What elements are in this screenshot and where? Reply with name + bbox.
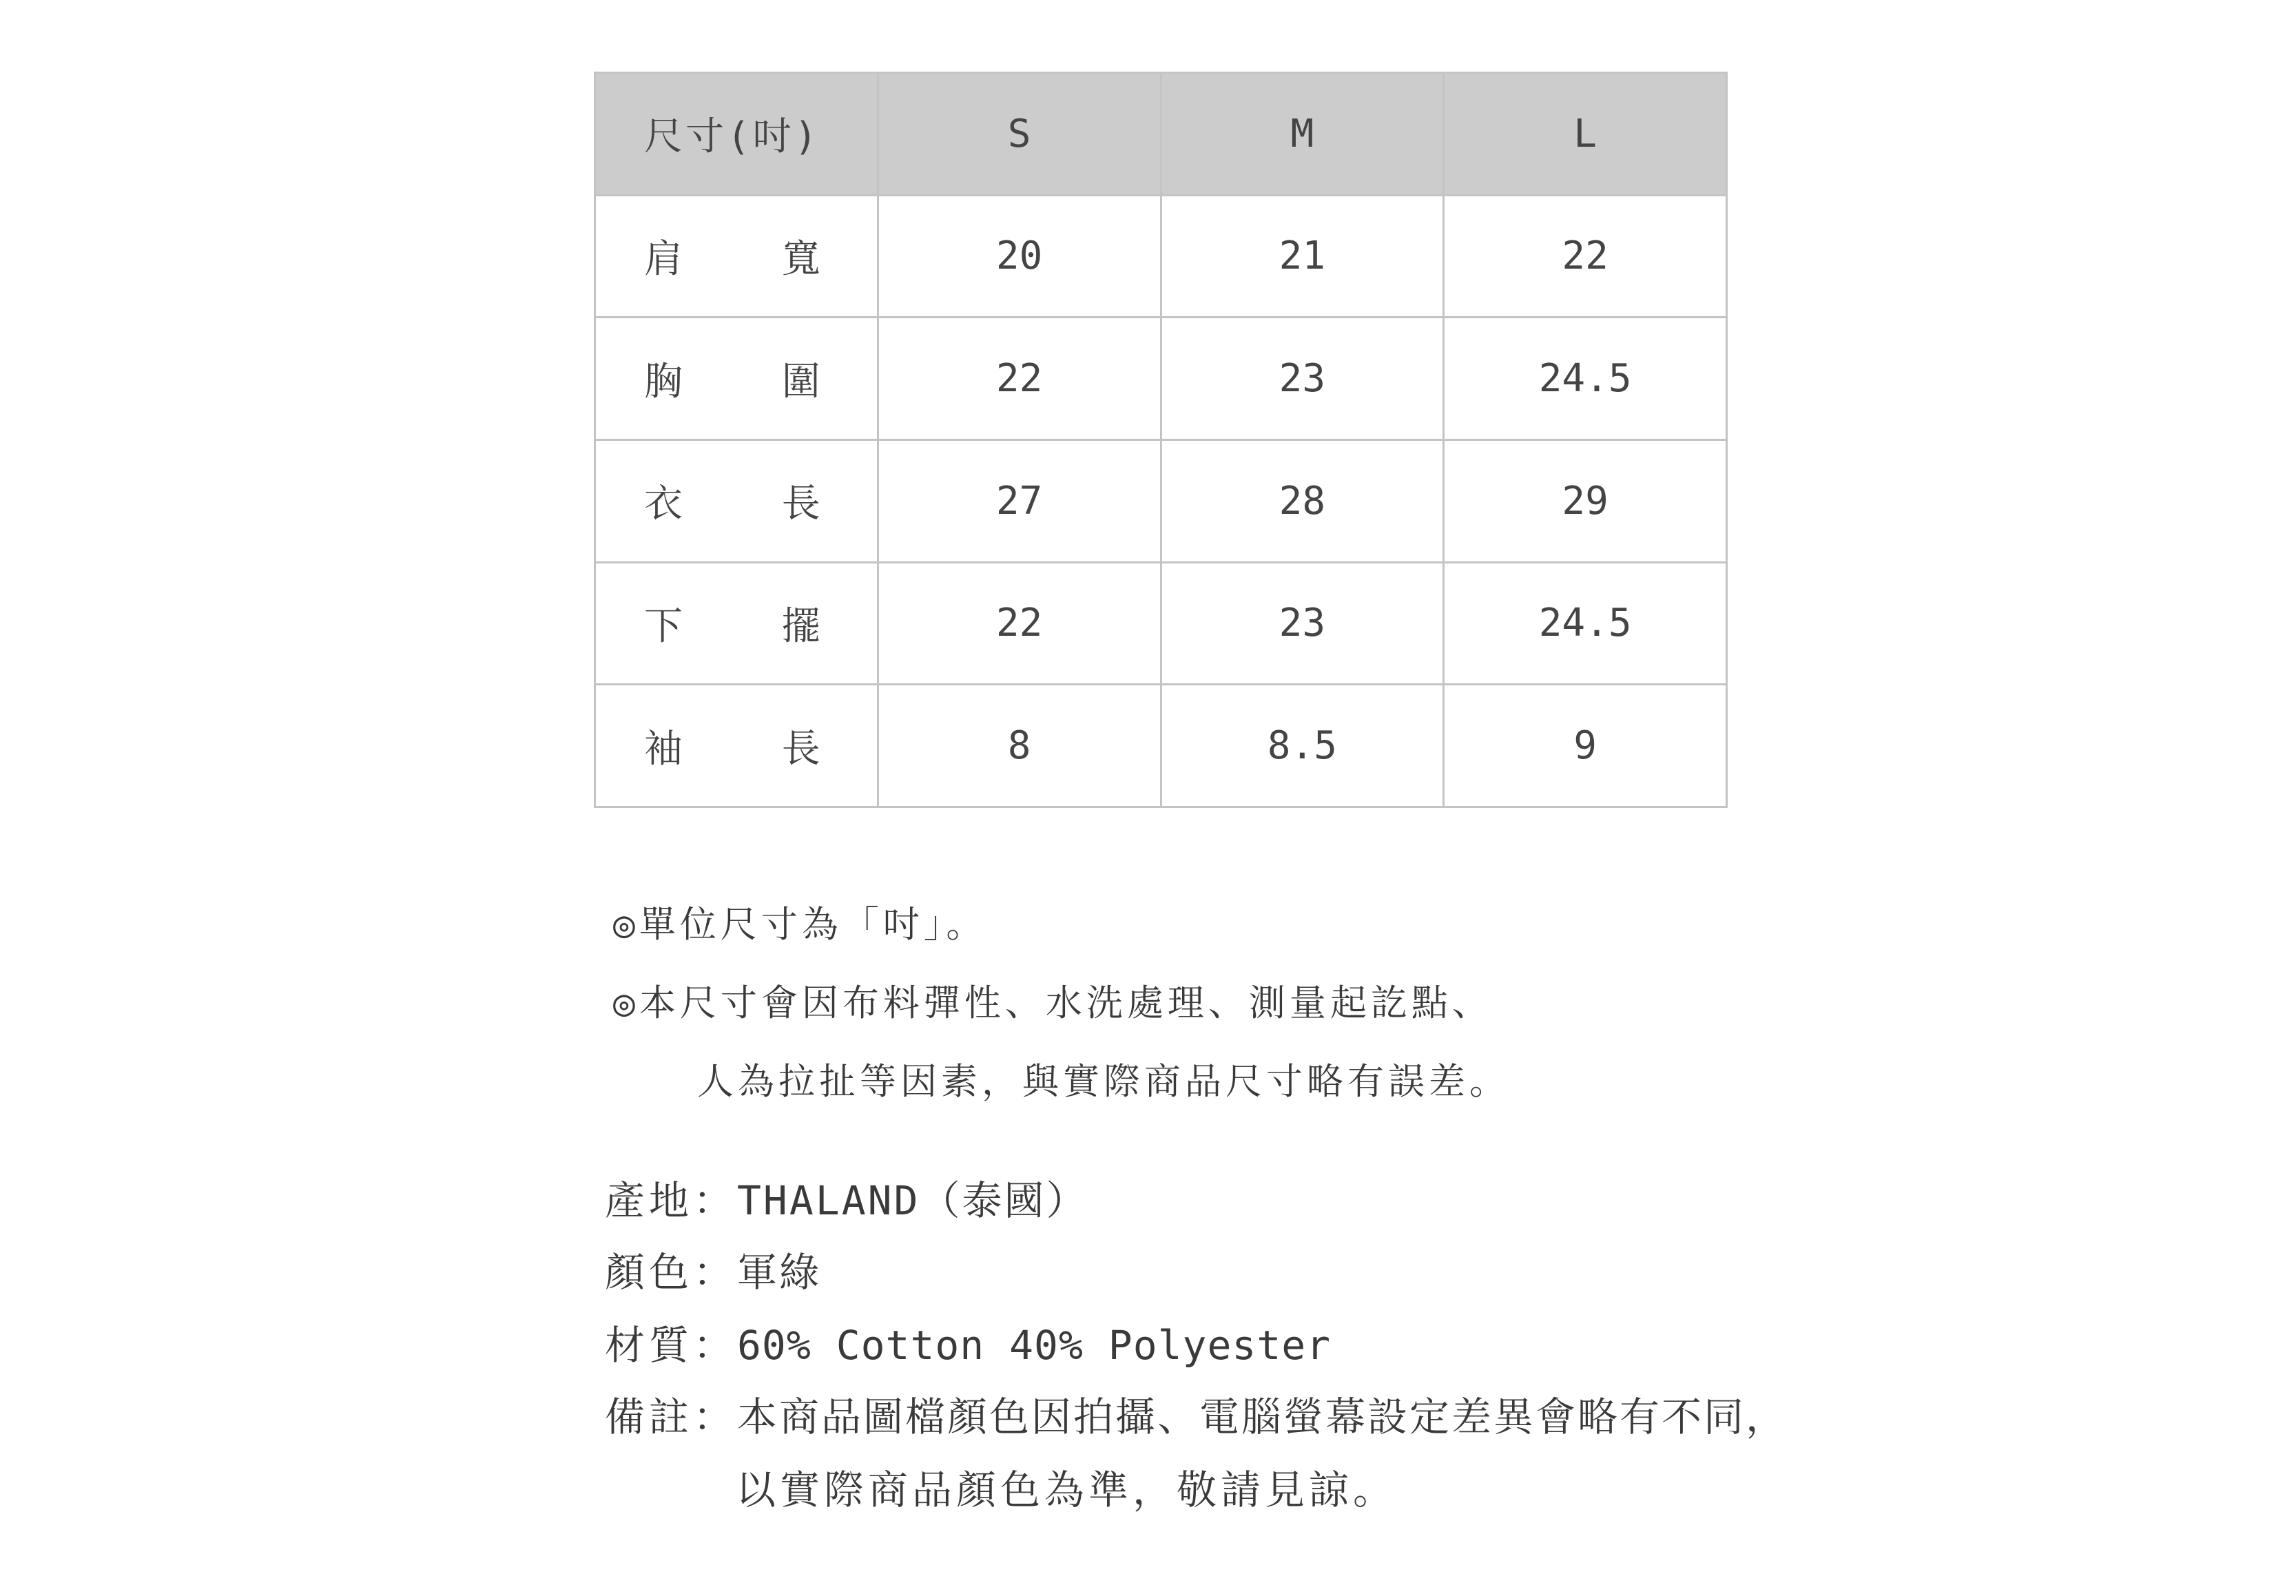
row-label-cell: 衣 長 (595, 439, 878, 562)
table-header-row (595, 73, 1727, 196)
info-material: 材質：60% Cotton 40% Polyester (605, 1322, 1332, 1369)
value-cell-l: 22 (1444, 195, 1727, 318)
value-cell-l: 24.5 (1444, 562, 1727, 685)
info-remark: 備註：本商品圖檔顏色因拍攝、電腦螢幕設定差異會略有不同， (605, 1393, 1788, 1440)
note-tolerance: ◎本尺寸會因布料彈性、水洗處理、測量起訖點、 (613, 982, 1493, 1024)
value-cell-s: 27 (878, 439, 1161, 562)
value-cell-s: 22 (878, 318, 1161, 440)
row-label-cell: 袖 長 (595, 685, 878, 807)
note-unit: ◎單位尺寸為「吋」。 (613, 904, 987, 946)
value-cell-l: 9 (1444, 685, 1727, 807)
info-remark-cont: 以實際商品顏色為準，敬請見諒。 (736, 1467, 1398, 1513)
table-row-chest (595, 318, 1727, 440)
row-label-cell: 下 擺 (595, 562, 878, 685)
header-cell-l: L (1444, 73, 1727, 196)
row-label-cell: 肩 寬 (595, 195, 878, 318)
value-cell-m: 8.5 (1161, 685, 1444, 807)
value-cell-s: 22 (878, 562, 1161, 685)
value-cell-m: 23 (1161, 562, 1444, 685)
table-row-length (595, 439, 1727, 562)
table-row-sleeve-length (595, 685, 1727, 807)
header-cell-m: M (1161, 73, 1444, 196)
info-origin: 產地：THALAND（泰國） (605, 1177, 1088, 1224)
value-cell-s: 20 (878, 195, 1161, 318)
header-cell-s: S (878, 73, 1161, 196)
value-cell-m: 23 (1161, 318, 1444, 440)
note-tolerance-cont: 人為拉扯等因素，與實際商品尺寸略有誤差。 (697, 1061, 1510, 1103)
value-cell-m: 28 (1161, 439, 1444, 562)
row-label-cell: 胸 圍 (595, 318, 878, 440)
value-cell-s: 8 (878, 685, 1161, 807)
header-cell-size-inch: 尺寸(吋) (595, 73, 878, 196)
table-row-hem (595, 562, 1727, 685)
table-row-shoulder-width (595, 195, 1727, 318)
value-cell-m: 21 (1161, 195, 1444, 318)
size-table (594, 72, 1728, 808)
info-color: 顏色：軍綠 (605, 1249, 822, 1296)
value-cell-l: 29 (1444, 439, 1727, 562)
value-cell-l: 24.5 (1444, 318, 1727, 440)
